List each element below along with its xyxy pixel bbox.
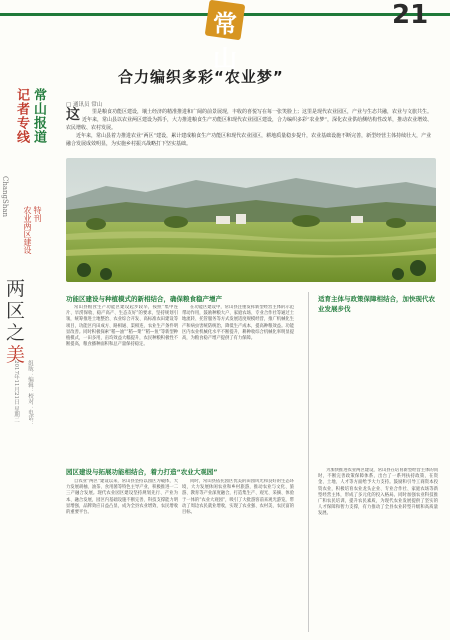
paragraph: 在功能区建设中，常山县注重发挥新型经营主体的示范带动作用，鼓励种粮大户、家庭农场、专业合作社等通过土地流转、托管服务等方式发展适度规模经营，推广机械化生产和病虫害统防统治，降低生产成本，提高种粮效益。功能区内农业机械化水平不断提升，耕种收综合机械化率明显提高，为粮食稳产增产提供了有力保障。 xyxy=(182,305,294,342)
staff-info: 组版：编辑：校对：电话： xyxy=(27,360,33,426)
landscape-photo xyxy=(66,158,436,282)
section-kicker-1: 农业两区建设 xyxy=(23,206,32,254)
paragraph: 同时，常山县依托园区优美的田园风光和良好的生态环境，大力发展休闲农业和乡村旅游，推动农业与文化、旅游、教育等产业深度融合，打造集生产、观光、采摘、体验于一体的“农业大观园”，吸引了大批游客前来观光游览，带动了周边农民就业增收，实现了农业强、农村美、农民富的目标。 xyxy=(182,479,294,516)
section-2-title: 园区建设与拓展功能相结合，着力打造“农业大观园” xyxy=(66,468,218,476)
intro-text: 里是粮食功能区建设，壤土经济的精准推进和广阔的前景展现，丰收的喜悦写在每一张笑脸上；这里是现代农业园区，产业与生态共融，农业与文旅共生。近年来，常山县以农业两区建设为抓手，大力推进粮食生产功能区和现代农业园区建设，合力编织多彩“农业梦”，深化农业供给侧结构性改革，推动农业增效、农民增收、农村发展。 xyxy=(66,109,433,131)
column-divider xyxy=(308,292,309,632)
section-3-title: 适育主体与政策保障相结合，加快现代农业发展步伐 xyxy=(318,295,435,313)
section-1-title: 功能区建设与种植模式的新相结合，确保粮食稳产增产 xyxy=(66,295,222,303)
brand-line-c: ChangShan xyxy=(1,176,9,218)
intro-text-2: 近年来，常山县着力推进农业“两区”建设，累计建成粮食生产功能区和现代农业园区，耕地质量稳步提升，农业基础设施不断完善，新型经营主体持续壮大，产业融合发展成效明显，为实施乡村振兴战略打下坚实基础。 xyxy=(66,133,432,147)
side-title-char: 美 xyxy=(6,344,26,366)
article-byline: □ 通讯员 常山 xyxy=(66,102,103,108)
article-intro xyxy=(66,108,436,148)
paragraph: 常山县粮食生产功能区建设起步较早，按照“集中连片、旱涝保收、稳产高产、生态友好”的要求，坚持规划引领，统筹推进土地整治、农业综合开发、高标准农田建设等项目，功能区内田成方、路相通、渠相连，农业生产条件明显改善。同时积极探索“稻—油”“稻—菜”“稻—鱼”等新型种植模式，一田多用，亩均效益大幅提升，农民种粮积极性不断提高，粮食播种面积和总产量保持稳定。 xyxy=(66,305,178,348)
brand-line-b: 记者专线 xyxy=(14,88,29,144)
left-column xyxy=(0,60,54,620)
side-title-char: 区 xyxy=(6,300,26,322)
newspaper-logo xyxy=(203,2,247,73)
right-column-whitespace xyxy=(318,320,438,462)
logo-text: 常山 xyxy=(213,9,237,73)
page-number: 21 xyxy=(392,0,429,30)
masthead xyxy=(0,0,450,73)
section-3-text xyxy=(318,468,438,632)
section-2-text-d xyxy=(182,479,294,629)
section-1-text-a xyxy=(66,305,178,453)
side-title-char: 两 xyxy=(6,278,26,300)
section-kicker-2: 特刊 xyxy=(33,206,42,222)
section-1-text-b xyxy=(182,305,294,453)
side-title xyxy=(6,278,25,366)
paragraph: 自农业“两区”建设以来，常山县坚持以园区为载体，大力发展胡柚、油茶、食用菌等特色主导产业，积极推进一二三产融合发展。现代农业园区建设坚持规划先行、产业为本、融合发展，园区内基础设施不断完善，科技支撑能力明显增强，品牌效应日益凸显，成为全县农业增效、农民增收的重要平台。 xyxy=(66,479,178,516)
issue-date: 2017年11月21日 星期二 xyxy=(13,360,19,423)
article-headline: 合力编织多彩“农业梦” xyxy=(118,68,284,86)
landscape-photo-image xyxy=(66,158,436,282)
intro-drop-cap: 这 xyxy=(66,107,80,123)
side-title-char: 之 xyxy=(6,322,26,344)
section-2-text-c xyxy=(66,479,178,629)
paragraph: 为加快推进农业两区建设，常山县在培育新型经营主体的同时，不断完善政策保障体系，出台了一系列扶持政策，在资金、土地、人才等方面给予大力支持。鼓励和引导工商资本投资农业，积极培育农业龙头企业、专业合作社、家庭农场等新型经营主体，形成了多元化的投入格局。同时加强农业科技推广和农民培训，提升农民素质，为现代农业发展提供了坚实的人才保障和智力支撑，有力推动了全县农业转型升级和高质量发展。 xyxy=(318,468,438,517)
brand-line-a: 常山报道 xyxy=(31,88,46,144)
